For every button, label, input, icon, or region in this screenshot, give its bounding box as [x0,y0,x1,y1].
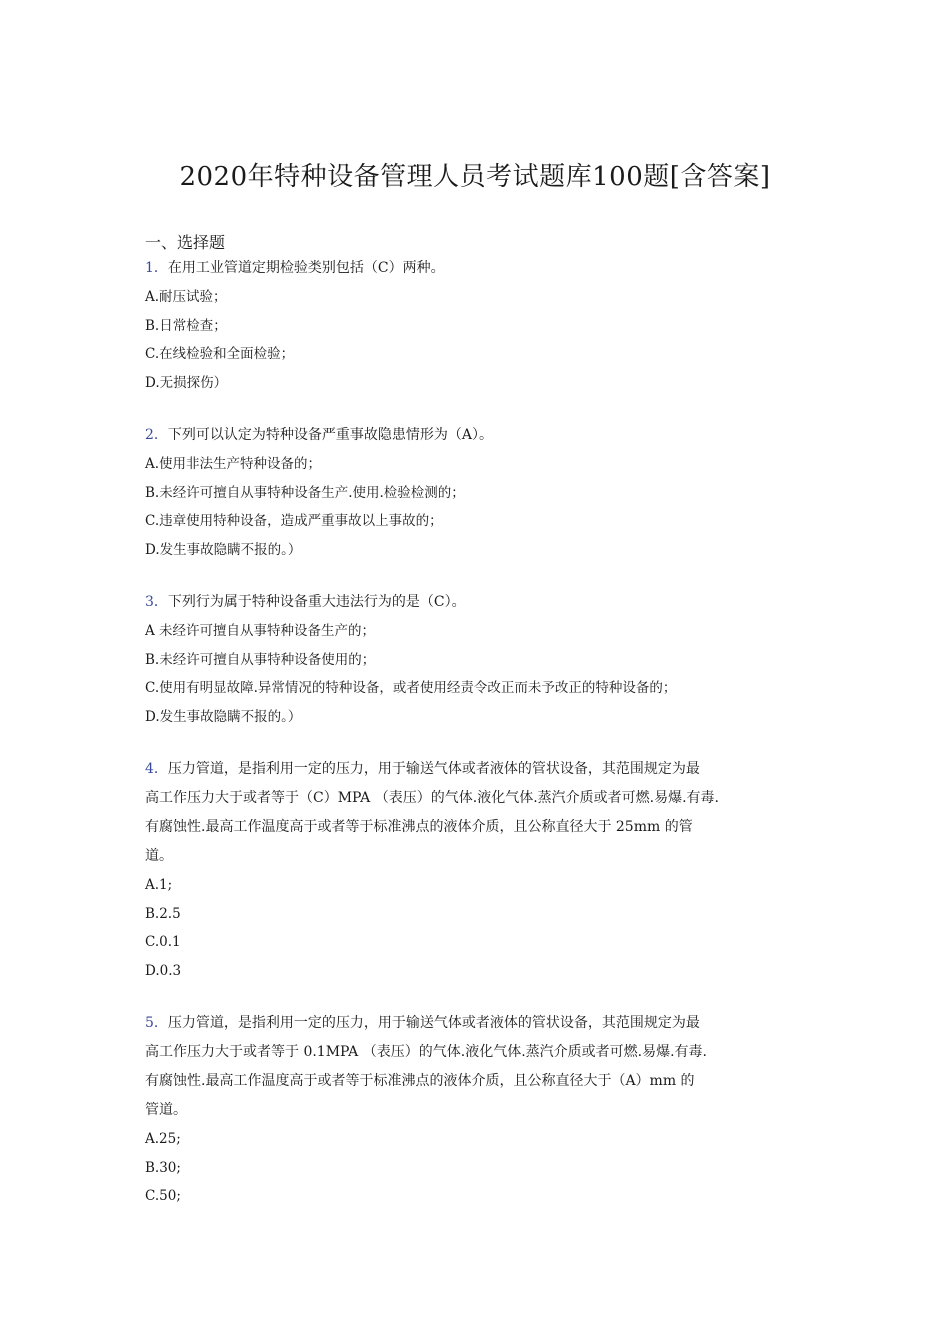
answer-option: D.0.3 [145,962,182,979]
question-stem-line [145,588,815,617]
answer-option: C.0.1 [145,934,181,950]
question-item [145,755,815,985]
question-stem-text: 压力管道，是指利用一定的压力，用于输送气体或者液体的管状设备，其范围规定为最 [167,761,700,777]
question-stem-line [145,254,815,283]
answer-option: A.耐压试验； [145,289,227,305]
question-stem-text: 有腐蚀性.最高工作温度高于或者等于标准沸点的液体介质，且公称直径大于 25mm 的管 [145,819,693,835]
question-item [145,254,815,397]
question-stem-line [145,1009,815,1038]
answer-option: D.无损探伤） [145,374,228,391]
answer-option: D.发生事故隐瞒不报的。） [145,541,302,558]
answer-option: C.违章使用特种设备，造成严重事故以上事故的； [145,513,443,529]
question-stem-text: 高工作压力大于或者等于 0.1MPA （表压）的气体.液化气体.蒸汽介质或者可燃.易爆.有毒. [145,1044,707,1060]
question-number: 4． [145,761,168,777]
answer-option: B.2.5 [145,905,181,922]
question-stem-text: 在用工业管道定期检验类别包括（C）两种。 [167,260,445,276]
answer-option: C.使用有明显故障.异常情况的特种设备，或者使用经责令改正而未予改正的特种设备的； [145,680,677,696]
question-list [145,254,815,1211]
question-stem-line [145,755,815,784]
question-number: 5． [145,1015,168,1031]
question-stem-text: 道。 [145,848,173,864]
question-number: 1． [145,260,168,276]
answer-option: A.使用非法生产特种设备的； [145,456,322,472]
question-stem-text: 下列可以认定为特种设备严重事故隐患情形为（A）。 [167,427,494,443]
document-body [145,232,815,1235]
question-stem-line [145,813,815,842]
answer-option: C.在线检验和全面检验； [145,346,295,362]
answer-option: A.25; [145,1131,181,1147]
answer-option: A.1; [145,877,173,893]
answer-option: D.发生事故隐瞒不报的。） [145,708,302,725]
question-item [145,421,815,564]
answer-option: B.30; [145,1159,181,1176]
question-stem-text: 压力管道，是指利用一定的压力，用于输送气体或者液体的管状设备，其范围规定为最 [167,1015,700,1031]
answer-option: B.未经许可擅自从事特种设备生产.使用.检验检测的； [145,484,465,501]
question-stem-line [145,1067,815,1096]
question-number: 2． [145,427,168,443]
question-stem-line [145,421,815,450]
question-stem-text: 高工作压力大于或者等于（C）MPA （表压）的气体.液化气体.蒸汽介质或者可燃.易爆.有毒. [145,790,719,806]
answer-option: B.未经许可擅自从事特种设备使用的； [145,651,376,668]
question-stem-line [145,842,815,871]
question-stem-text: 管道。 [145,1102,187,1118]
question-stem-line [145,784,815,813]
question-stem-line [145,1096,815,1125]
question-stem-text: 有腐蚀性.最高工作温度高于或者等于标准沸点的液体介质，且公称直径大于（A）mm 的 [145,1073,695,1089]
question-stem-text: 下列行为属于特种设备重大违法行为的是（C）。 [167,594,466,610]
section-heading: 一、选择题 [145,233,226,252]
question-item [145,1009,815,1211]
question-item [145,588,815,731]
answer-option: C.50; [145,1188,181,1204]
question-number: 3． [145,594,168,610]
answer-option: A 未经许可擅自从事特种设备生产的； [145,623,376,639]
question-stem-line [145,1038,815,1067]
document-title: 2020年特种设备管理人员考试题库100题[含答案] [179,162,771,192]
answer-option: B.日常检查； [145,317,227,334]
